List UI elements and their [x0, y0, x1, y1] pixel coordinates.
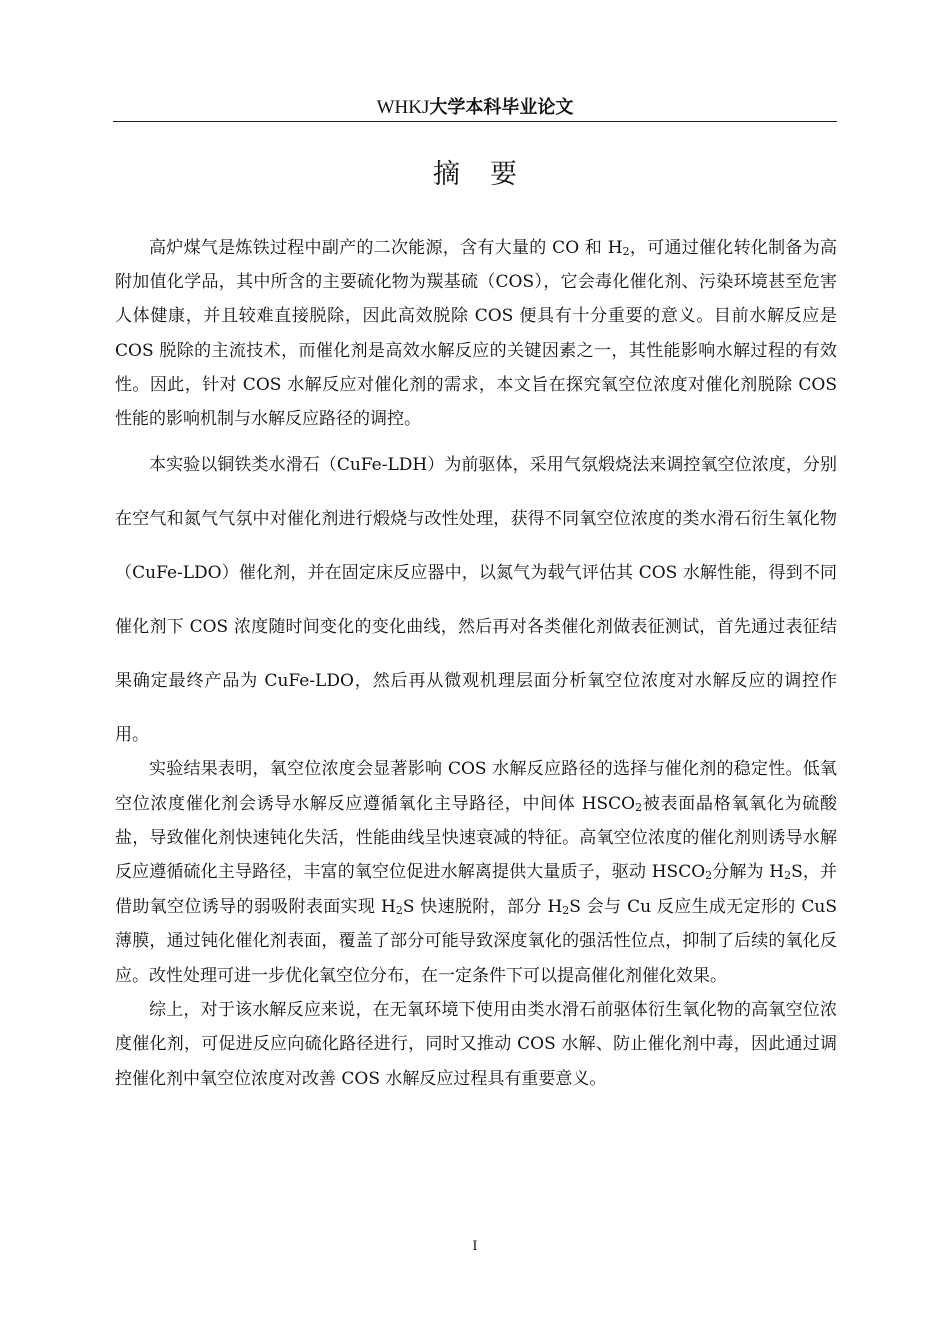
header-thesis-label: 大学本科毕业论文: [429, 97, 574, 118]
abstract-body: [115, 231, 837, 1096]
text-run: 被表面晶格氧氧化为硫酸盐，导致催化剂快速钝化失活，性能曲线呈快速衰减的特征。高氧空位浓度的催化剂则诱导水解反应遵循硫化主导路径，丰富的氧空位促进水解离提供大量质子，驱动 HSCO: [115, 793, 837, 883]
subscript: 2: [395, 903, 403, 917]
subscript: 2: [562, 903, 570, 917]
subscript: 2: [705, 869, 713, 883]
paragraph-1: [115, 231, 837, 436]
text-run: 实验结果表明，氧空位浓度会显著影响 COS 水解反应路径的选择与催化剂的稳定性。低氧空位浓度催化剂会诱导水解反应遵循氧化主导路径，中间体 HSCO: [115, 759, 837, 814]
header-rule: [113, 121, 837, 122]
subscript: 2: [784, 869, 792, 883]
text-run: S 快速脱附，部分 H: [402, 896, 563, 917]
text-run: 高炉煤气是炼铁过程中副产的二次能源，含有大量的 CO 和 H: [149, 238, 623, 258]
page-number: I: [472, 1239, 478, 1254]
text-run: 本实验以铜铁类水滑石（CuFe-LDH）为前驱体，采用气氛煅烧法来调控氧空位浓度，分别在空气和氮气气氛中对催化剂进行煅烧与改性处理，获得不同氧空位浓度的类水滑石衍生氧化物（CuFe-LDO）催化剂，并在固定床反应器中，以氮气为载气评估其 COS 水解性能，得到不同催化剂下 COS 浓度随时间变化的变化曲线，然后再对各类催化剂做表征测试，首先通过表征结果确定最终产品为 CuFe-LDO，然后再从微观机理层面分析氧空位浓度对水解反应的调控作用。: [115, 455, 837, 746]
subscript: 2: [622, 245, 630, 258]
paragraph-4: [115, 993, 837, 1096]
paragraph-2: [115, 438, 837, 762]
text-run: 分解为 H: [712, 862, 785, 883]
header-school-code: WHKJ: [376, 97, 430, 118]
subscript: 2: [635, 800, 643, 814]
abstract-title: 摘要: [433, 159, 547, 190]
text-run: S 会与 Cu 反应生成无定形的 CuS 薄膜，通过钝化催化剂表面，覆盖了部分可能导致深度氧化的强活性位点，抑制了后续的氧化反应。改性处理可进一步优化氧空位分布，在一定条件下可以提高催化剂催化效果。: [115, 896, 838, 986]
text-run: 综上，对于该水解反应来说，在无氧环境下使用由类水滑石前驱体衍生氧化物的高氧空位浓度催化剂，可促进反应向硫化路径进行，同时又推动 COS 水解、防止催化剂中毒，因此通过调控催化剂中氧空位浓度对改善 COS 水解反应过程具有重要意义。: [115, 1000, 837, 1089]
text-run: ，可通过催化转化制备为高附加值化学品，其中所含的主要硫化物为羰基硫（COS），它会毒化催化剂、污染环境甚至危害人体健康，并且较难直接脱除，因此高效脱除 COS 便具有十分重要的意义。目前水解反应是 COS 脱除的主流技术，而催化剂是高效水解反应的关键因素之一，其性能影响水解过程的有效性。因此，针对 COS 水解反应对催化剂的需求，本文旨在探究氧空位浓度对催化剂脱除 COS 性能的影响机制与水解反应路径的调控。: [115, 238, 837, 430]
paragraph-3: [115, 752, 837, 993]
page-header: [113, 92, 837, 122]
text-run: S，并借助氧空位诱导的弱吸附表面实现 H: [115, 862, 837, 917]
